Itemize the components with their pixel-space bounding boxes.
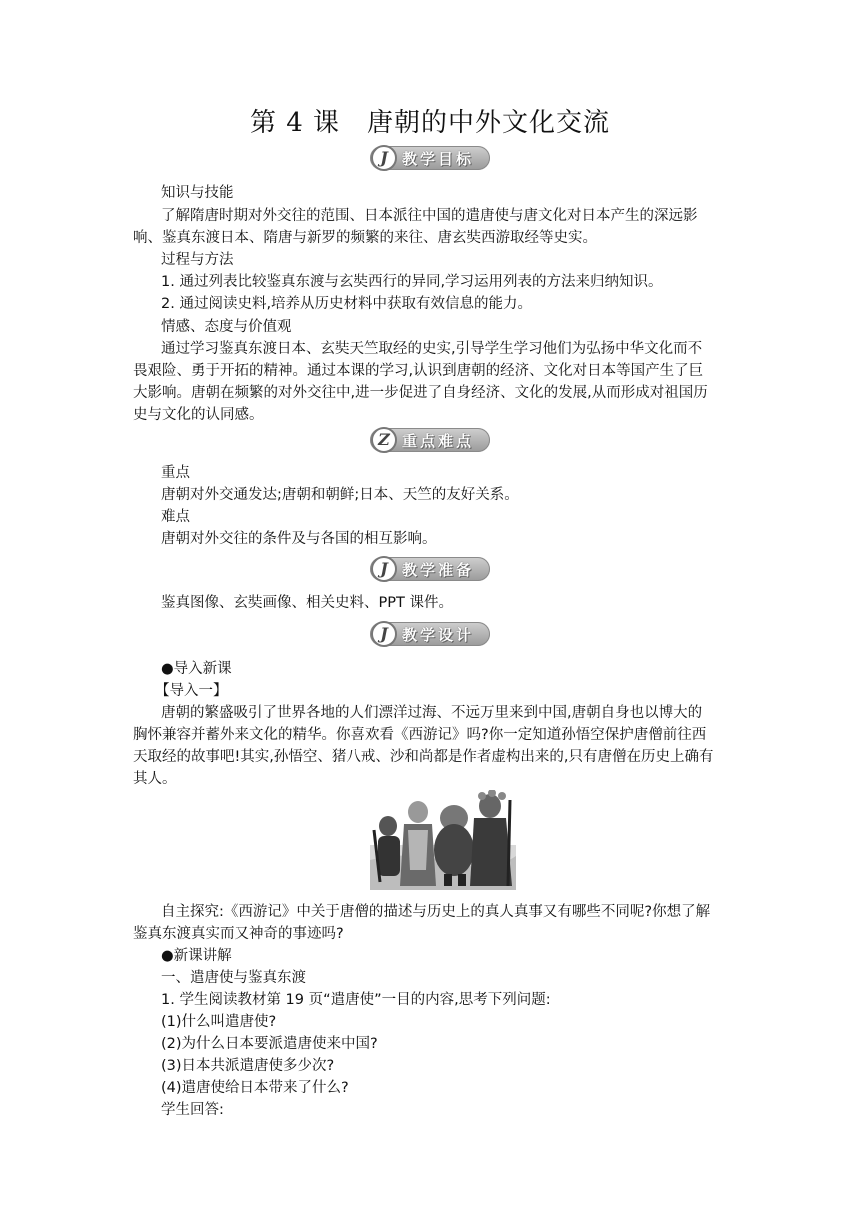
design-text: 天取经的故事吧!其实,孙悟空、猪八戒、沙和尚都是作者虚构出来的,只有唐僧在历史上确有: [133, 749, 714, 765]
badge-letter-icon: J: [371, 556, 397, 582]
design-text: 胸怀兼容并蓄外来文化的精华。你喜欢看《西游记》吗?你一定知道孙悟空保护唐僧前往西: [133, 727, 707, 743]
design-question: 1. 学生阅读教材第 19 页“遣唐使”一目的内容,思考下列问题:: [161, 992, 551, 1008]
goals-text: 畏艰险、勇于开拓的精神。通过本课的学习,认识到唐朝的经济、文化对日本等国产生了巨: [133, 363, 704, 379]
design-subheading: 一、遣唐使与鉴真东渡: [161, 970, 306, 986]
design-question: (2)为什么日本要派遣唐使来中国?: [161, 1036, 378, 1052]
section-badge-teaching-goals: [370, 146, 490, 170]
design-subsection: 【导入一】: [155, 683, 228, 699]
difficulty-text: 唐朝对外交往的条件及与各国的相互影响。: [161, 531, 437, 547]
design-section-new-lesson: ●新课讲解: [161, 948, 232, 964]
badge-label: 教学目标: [402, 150, 475, 168]
goals-text: 大影响。唐朝在频繁的对外交往中,进一步促进了自身经济、文化的发展,从而形成对祖国历: [133, 385, 708, 401]
goals-text: 了解隋唐时期对外交往的范围、日本派往中国的遣唐使与唐文化对日本产生的深远影: [161, 208, 698, 224]
goals-text: 响、鉴真东渡日本、隋唐与新罗的频繁的来往、唐玄奘西游取经等史实。: [133, 230, 597, 246]
design-section-intro: ●导入新课: [161, 661, 232, 677]
design-question: (1)什么叫遣唐使?: [161, 1014, 277, 1030]
design-text: 鉴真东渡真实而又神奇的事迹吗?: [133, 926, 344, 942]
journey-west-illustration: [370, 790, 516, 890]
goals-heading-attitude: 情感、态度与价值观: [161, 319, 292, 335]
design-text: 唐朝的繁盛吸引了世界各地的人们漂洋过海、不远万里来到中国,唐朝自身也以博大的: [161, 705, 703, 721]
goals-text: 通过学习鉴真东渡日本、玄奘天竺取经的史实,引导学生学习他们为弘扬中华文化而不: [161, 341, 703, 357]
goals-text: 2. 通过阅读史料,培养从历史材料中获取有效信息的能力。: [161, 296, 533, 312]
design-question: (3)日本共派遣唐使多少次?: [161, 1058, 335, 1074]
difficulty-heading: 难点: [161, 509, 190, 525]
badge-label: 重点难点: [402, 432, 475, 450]
badge-label: 教学设计: [402, 626, 475, 644]
design-answer-label: 学生回答:: [161, 1102, 224, 1118]
page-title: 第 4 课 唐朝的中外文化交流: [249, 108, 611, 138]
goals-text: 史与文化的认同感。: [133, 407, 264, 423]
goals-heading-process: 过程与方法: [161, 252, 234, 268]
key-heading: 重点: [161, 465, 190, 481]
badge-letter-icon: J: [371, 621, 397, 647]
design-text: 其人。: [133, 771, 177, 787]
goals-heading-knowledge: 知识与技能: [161, 185, 234, 201]
key-text: 唐朝对外交通发达;唐朝和朝鲜;日本、天竺的友好关系。: [161, 487, 519, 503]
design-question: (4)遣唐使给日本带来了什么?: [161, 1080, 349, 1096]
section-badge-preparation: [370, 557, 490, 581]
badge-label: 教学准备: [402, 561, 475, 579]
goals-text: 1. 通过列表比较鉴真东渡与玄奘西行的异同,学习运用列表的方法来归纳知识。: [161, 274, 663, 290]
design-text: 自主探究:《西游记》中关于唐僧的描述与历史上的真人真事又有哪些不同呢?你想了解: [161, 904, 711, 920]
section-badge-key-points: [370, 428, 490, 452]
badge-letter-icon: Z: [371, 427, 397, 453]
badge-letter-icon: J: [371, 145, 397, 171]
prep-text: 鉴真图像、玄奘画像、相关史料、PPT 课件。: [161, 595, 453, 611]
section-badge-design: [370, 622, 490, 646]
